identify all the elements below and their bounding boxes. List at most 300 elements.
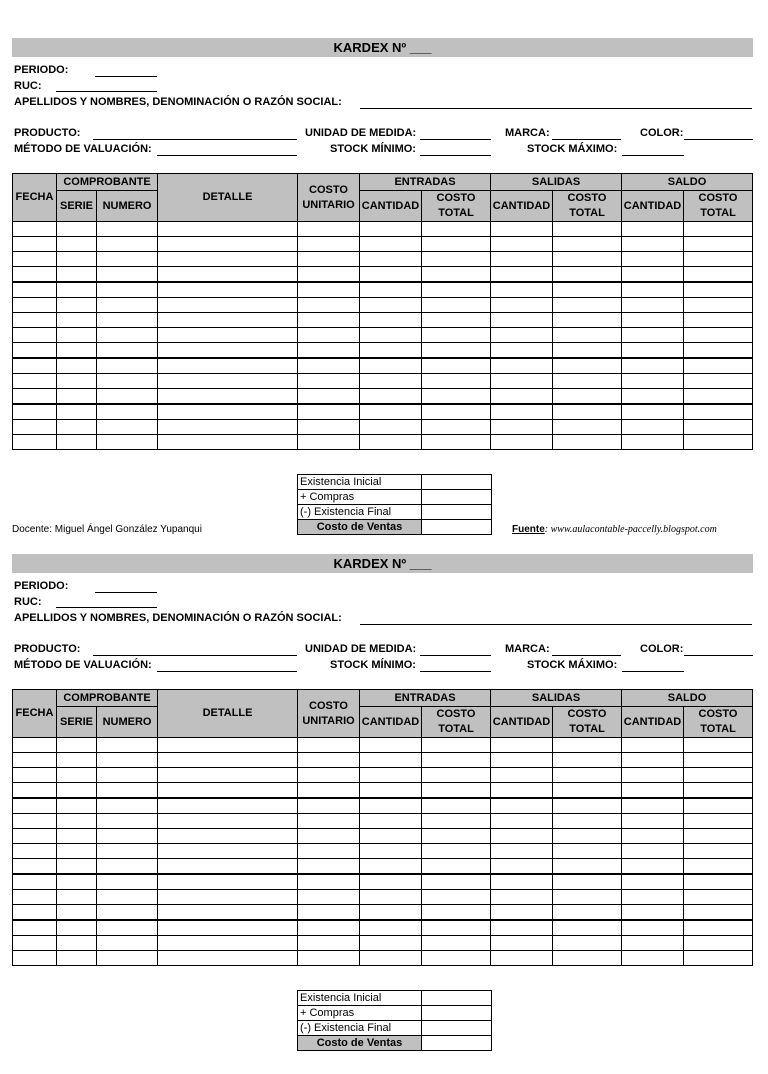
table-cell[interactable] (298, 920, 360, 936)
table-cell[interactable] (13, 783, 57, 799)
table-cell[interactable] (57, 404, 97, 420)
table-cell[interactable] (491, 267, 553, 283)
table-cell[interactable] (158, 420, 298, 435)
table-cell[interactable] (684, 237, 753, 252)
table-cell[interactable] (158, 374, 298, 389)
table-cell[interactable] (158, 783, 298, 799)
table-cell[interactable] (553, 738, 622, 753)
table-cell[interactable] (360, 267, 422, 283)
existencia-inicial-cell[interactable] (422, 475, 492, 490)
table-cell[interactable] (158, 814, 298, 829)
stock-minimo-field[interactable] (420, 671, 491, 672)
table-cell[interactable] (57, 358, 97, 374)
table-cell[interactable] (360, 936, 422, 951)
table-cell[interactable] (422, 282, 491, 298)
table-cell[interactable] (422, 374, 491, 389)
table-cell[interactable] (97, 420, 158, 435)
table-cell[interactable] (422, 237, 491, 252)
table-cell[interactable] (622, 768, 684, 783)
table-cell[interactable] (360, 859, 422, 875)
table-cell[interactable] (158, 298, 298, 313)
table-cell[interactable] (491, 768, 553, 783)
table-cell[interactable] (57, 267, 97, 283)
table-cell[interactable] (422, 404, 491, 420)
table-cell[interactable] (553, 936, 622, 951)
table-cell[interactable] (57, 874, 97, 890)
table-cell[interactable] (97, 814, 158, 829)
table-cell[interactable] (158, 829, 298, 844)
unidad-medida-field[interactable] (420, 655, 491, 656)
table-cell[interactable] (13, 951, 57, 966)
table-cell[interactable] (491, 420, 553, 435)
table-cell[interactable] (298, 783, 360, 799)
table-cell[interactable] (57, 222, 97, 237)
table-cell[interactable] (553, 282, 622, 298)
table-cell[interactable] (57, 768, 97, 783)
table-cell[interactable] (360, 404, 422, 420)
table-cell[interactable] (57, 936, 97, 951)
table-cell[interactable] (97, 222, 158, 237)
table-cell[interactable] (158, 313, 298, 328)
table-cell[interactable] (13, 282, 57, 298)
table-cell[interactable] (422, 753, 491, 768)
table-cell[interactable] (360, 343, 422, 359)
table-cell[interactable] (298, 343, 360, 359)
table-cell[interactable] (13, 420, 57, 435)
table-cell[interactable] (684, 753, 753, 768)
table-cell[interactable] (97, 738, 158, 753)
table-cell[interactable] (298, 420, 360, 435)
table-cell[interactable] (360, 328, 422, 343)
table-cell[interactable] (298, 435, 360, 450)
table-cell[interactable] (13, 343, 57, 359)
table-cell[interactable] (97, 374, 158, 389)
table-cell[interactable] (97, 798, 158, 814)
table-cell[interactable] (684, 859, 753, 875)
periodo-field[interactable] (95, 76, 157, 77)
razon-social-field[interactable] (360, 108, 752, 109)
table-cell[interactable] (158, 890, 298, 905)
table-cell[interactable] (13, 798, 57, 814)
table-cell[interactable] (491, 951, 553, 966)
table-cell[interactable] (97, 389, 158, 405)
table-cell[interactable] (622, 435, 684, 450)
periodo-field[interactable] (95, 592, 157, 593)
table-cell[interactable] (553, 814, 622, 829)
table-cell[interactable] (57, 814, 97, 829)
table-cell[interactable] (298, 890, 360, 905)
table-cell[interactable] (491, 936, 553, 951)
table-cell[interactable] (57, 798, 97, 814)
table-cell[interactable] (97, 753, 158, 768)
table-cell[interactable] (422, 768, 491, 783)
table-cell[interactable] (158, 267, 298, 283)
table-cell[interactable] (13, 358, 57, 374)
table-cell[interactable] (158, 768, 298, 783)
table-cell[interactable] (422, 738, 491, 753)
table-cell[interactable] (298, 404, 360, 420)
table-cell[interactable] (57, 328, 97, 343)
table-cell[interactable] (684, 298, 753, 313)
table-cell[interactable] (298, 374, 360, 389)
table-cell[interactable] (684, 343, 753, 359)
table-cell[interactable] (158, 222, 298, 237)
table-cell[interactable] (97, 844, 158, 859)
table-cell[interactable] (57, 374, 97, 389)
table-cell[interactable] (553, 298, 622, 313)
table-cell[interactable] (491, 783, 553, 799)
table-cell[interactable] (553, 237, 622, 252)
table-cell[interactable] (684, 313, 753, 328)
table-cell[interactable] (491, 753, 553, 768)
table-cell[interactable] (158, 905, 298, 921)
table-cell[interactable] (622, 282, 684, 298)
table-cell[interactable] (13, 814, 57, 829)
table-cell[interactable] (553, 252, 622, 267)
table-cell[interactable] (422, 783, 491, 799)
table-cell[interactable] (298, 753, 360, 768)
table-cell[interactable] (57, 282, 97, 298)
table-cell[interactable] (491, 298, 553, 313)
table-cell[interactable] (298, 222, 360, 237)
table-cell[interactable] (13, 844, 57, 859)
table-cell[interactable] (553, 783, 622, 799)
table-cell[interactable] (553, 920, 622, 936)
table-cell[interactable] (13, 753, 57, 768)
table-cell[interactable] (298, 267, 360, 283)
table-cell[interactable] (491, 252, 553, 267)
table-cell[interactable] (553, 753, 622, 768)
table-cell[interactable] (298, 936, 360, 951)
table-cell[interactable] (422, 313, 491, 328)
table-cell[interactable] (158, 859, 298, 875)
table-cell[interactable] (422, 859, 491, 875)
table-cell[interactable] (553, 829, 622, 844)
table-cell[interactable] (491, 328, 553, 343)
table-cell[interactable] (553, 328, 622, 343)
table-cell[interactable] (622, 374, 684, 389)
marca-field[interactable] (552, 139, 621, 140)
table-cell[interactable] (13, 738, 57, 753)
table-cell[interactable] (13, 298, 57, 313)
table-cell[interactable] (360, 753, 422, 768)
table-cell[interactable] (684, 936, 753, 951)
table-cell[interactable] (553, 890, 622, 905)
table-cell[interactable] (622, 328, 684, 343)
table-cell[interactable] (622, 298, 684, 313)
table-cell[interactable] (491, 829, 553, 844)
table-cell[interactable] (422, 905, 491, 921)
table-cell[interactable] (97, 859, 158, 875)
table-cell[interactable] (684, 783, 753, 799)
table-cell[interactable] (13, 435, 57, 450)
table-cell[interactable] (298, 814, 360, 829)
table-cell[interactable] (13, 920, 57, 936)
table-cell[interactable] (13, 252, 57, 267)
table-cell[interactable] (684, 267, 753, 283)
table-cell[interactable] (491, 435, 553, 450)
table-cell[interactable] (622, 905, 684, 921)
table-cell[interactable] (553, 844, 622, 859)
table-cell[interactable] (553, 267, 622, 283)
table-cell[interactable] (684, 282, 753, 298)
table-cell[interactable] (491, 798, 553, 814)
table-cell[interactable] (422, 267, 491, 283)
table-cell[interactable] (553, 313, 622, 328)
table-cell[interactable] (57, 298, 97, 313)
table-cell[interactable] (622, 738, 684, 753)
table-cell[interactable] (684, 905, 753, 921)
table-cell[interactable] (422, 874, 491, 890)
table-cell[interactable] (57, 435, 97, 450)
stock-maximo-field[interactable] (622, 671, 684, 672)
table-cell[interactable] (97, 328, 158, 343)
table-cell[interactable] (360, 814, 422, 829)
metodo-valuacion-field[interactable] (157, 155, 297, 156)
table-cell[interactable] (422, 252, 491, 267)
table-cell[interactable] (360, 282, 422, 298)
table-cell[interactable] (97, 829, 158, 844)
table-cell[interactable] (622, 783, 684, 799)
existencia-inicial-cell[interactable] (422, 991, 492, 1006)
table-cell[interactable] (298, 874, 360, 890)
stock-minimo-field[interactable] (420, 155, 491, 156)
table-cell[interactable] (13, 905, 57, 921)
table-cell[interactable] (97, 874, 158, 890)
table-cell[interactable] (57, 738, 97, 753)
table-cell[interactable] (298, 298, 360, 313)
table-cell[interactable] (360, 844, 422, 859)
table-cell[interactable] (13, 859, 57, 875)
table-cell[interactable] (422, 389, 491, 405)
table-cell[interactable] (422, 298, 491, 313)
table-cell[interactable] (360, 374, 422, 389)
table-cell[interactable] (57, 905, 97, 921)
table-cell[interactable] (360, 222, 422, 237)
table-cell[interactable] (622, 237, 684, 252)
table-cell[interactable] (684, 358, 753, 374)
table-cell[interactable] (97, 313, 158, 328)
table-cell[interactable] (622, 252, 684, 267)
table-cell[interactable] (491, 874, 553, 890)
table-cell[interactable] (360, 905, 422, 921)
table-cell[interactable] (97, 936, 158, 951)
table-cell[interactable] (158, 343, 298, 359)
table-cell[interactable] (360, 783, 422, 799)
table-cell[interactable] (684, 768, 753, 783)
table-cell[interactable] (158, 282, 298, 298)
table-cell[interactable] (57, 783, 97, 799)
table-cell[interactable] (491, 920, 553, 936)
table-cell[interactable] (57, 252, 97, 267)
table-cell[interactable] (622, 798, 684, 814)
table-cell[interactable] (491, 738, 553, 753)
table-cell[interactable] (622, 890, 684, 905)
table-cell[interactable] (422, 920, 491, 936)
table-cell[interactable] (57, 859, 97, 875)
table-cell[interactable] (57, 313, 97, 328)
table-cell[interactable] (622, 358, 684, 374)
table-cell[interactable] (97, 358, 158, 374)
table-cell[interactable] (684, 404, 753, 420)
existencia-final-cell[interactable] (422, 1021, 492, 1036)
table-cell[interactable] (360, 768, 422, 783)
table-cell[interactable] (97, 298, 158, 313)
table-cell[interactable] (553, 859, 622, 875)
table-cell[interactable] (97, 905, 158, 921)
table-cell[interactable] (13, 222, 57, 237)
unidad-medida-field[interactable] (420, 139, 491, 140)
table-cell[interactable] (57, 420, 97, 435)
table-cell[interactable] (622, 389, 684, 405)
table-cell[interactable] (158, 936, 298, 951)
table-cell[interactable] (422, 222, 491, 237)
table-cell[interactable] (360, 951, 422, 966)
table-cell[interactable] (684, 814, 753, 829)
ruc-field[interactable] (56, 607, 157, 608)
table-cell[interactable] (13, 936, 57, 951)
table-cell[interactable] (553, 374, 622, 389)
costo-ventas-cell[interactable] (422, 520, 492, 535)
table-cell[interactable] (422, 358, 491, 374)
producto-field[interactable] (93, 655, 297, 656)
table-cell[interactable] (158, 844, 298, 859)
table-cell[interactable] (553, 798, 622, 814)
table-cell[interactable] (97, 267, 158, 283)
costo-ventas-cell[interactable] (422, 1036, 492, 1051)
table-cell[interactable] (360, 920, 422, 936)
table-cell[interactable] (491, 374, 553, 389)
table-cell[interactable] (13, 890, 57, 905)
table-cell[interactable] (97, 237, 158, 252)
table-cell[interactable] (622, 874, 684, 890)
table-cell[interactable] (553, 343, 622, 359)
table-cell[interactable] (158, 404, 298, 420)
table-cell[interactable] (553, 420, 622, 435)
table-cell[interactable] (298, 282, 360, 298)
table-cell[interactable] (158, 435, 298, 450)
table-cell[interactable] (491, 905, 553, 921)
razon-social-field[interactable] (360, 624, 752, 625)
table-cell[interactable] (360, 389, 422, 405)
table-cell[interactable] (684, 844, 753, 859)
table-cell[interactable] (57, 844, 97, 859)
table-cell[interactable] (360, 358, 422, 374)
table-cell[interactable] (622, 420, 684, 435)
table-cell[interactable] (684, 328, 753, 343)
table-cell[interactable] (491, 343, 553, 359)
table-cell[interactable] (360, 798, 422, 814)
table-cell[interactable] (491, 222, 553, 237)
table-cell[interactable] (622, 951, 684, 966)
table-cell[interactable] (298, 844, 360, 859)
table-cell[interactable] (360, 890, 422, 905)
table-cell[interactable] (622, 859, 684, 875)
table-cell[interactable] (13, 267, 57, 283)
table-cell[interactable] (684, 798, 753, 814)
table-cell[interactable] (622, 343, 684, 359)
table-cell[interactable] (622, 844, 684, 859)
table-cell[interactable] (491, 282, 553, 298)
table-cell[interactable] (622, 829, 684, 844)
table-cell[interactable] (13, 328, 57, 343)
table-cell[interactable] (684, 389, 753, 405)
table-cell[interactable] (422, 343, 491, 359)
table-cell[interactable] (553, 389, 622, 405)
table-cell[interactable] (553, 768, 622, 783)
table-cell[interactable] (491, 814, 553, 829)
table-cell[interactable] (158, 951, 298, 966)
existencia-final-cell[interactable] (422, 505, 492, 520)
table-cell[interactable] (97, 343, 158, 359)
table-cell[interactable] (57, 920, 97, 936)
table-cell[interactable] (422, 951, 491, 966)
table-cell[interactable] (158, 237, 298, 252)
table-cell[interactable] (684, 738, 753, 753)
table-cell[interactable] (553, 874, 622, 890)
table-cell[interactable] (298, 252, 360, 267)
table-cell[interactable] (553, 404, 622, 420)
table-cell[interactable] (298, 237, 360, 252)
table-cell[interactable] (57, 753, 97, 768)
table-cell[interactable] (422, 829, 491, 844)
table-cell[interactable] (422, 328, 491, 343)
table-cell[interactable] (684, 252, 753, 267)
table-cell[interactable] (422, 798, 491, 814)
table-cell[interactable] (360, 252, 422, 267)
table-cell[interactable] (298, 738, 360, 753)
table-cell[interactable] (622, 404, 684, 420)
table-cell[interactable] (13, 829, 57, 844)
table-cell[interactable] (158, 753, 298, 768)
table-cell[interactable] (298, 313, 360, 328)
table-cell[interactable] (97, 890, 158, 905)
table-cell[interactable] (57, 829, 97, 844)
table-cell[interactable] (360, 298, 422, 313)
compras-cell[interactable] (422, 490, 492, 505)
table-cell[interactable] (491, 237, 553, 252)
table-cell[interactable] (57, 389, 97, 405)
table-cell[interactable] (13, 768, 57, 783)
table-cell[interactable] (622, 267, 684, 283)
producto-field[interactable] (93, 139, 297, 140)
marca-field[interactable] (552, 655, 621, 656)
table-cell[interactable] (422, 890, 491, 905)
ruc-field[interactable] (56, 91, 157, 92)
table-cell[interactable] (491, 890, 553, 905)
table-cell[interactable] (622, 313, 684, 328)
table-cell[interactable] (360, 829, 422, 844)
table-cell[interactable] (57, 890, 97, 905)
table-cell[interactable] (684, 874, 753, 890)
table-cell[interactable] (13, 237, 57, 252)
stock-maximo-field[interactable] (622, 155, 684, 156)
color-field[interactable] (684, 139, 753, 140)
table-cell[interactable] (684, 890, 753, 905)
table-cell[interactable] (13, 389, 57, 405)
table-cell[interactable] (298, 951, 360, 966)
table-cell[interactable] (622, 753, 684, 768)
table-cell[interactable] (491, 358, 553, 374)
table-cell[interactable] (13, 404, 57, 420)
table-cell[interactable] (360, 874, 422, 890)
table-cell[interactable] (57, 237, 97, 252)
table-cell[interactable] (158, 389, 298, 405)
table-cell[interactable] (158, 798, 298, 814)
table-cell[interactable] (97, 920, 158, 936)
table-cell[interactable] (360, 738, 422, 753)
table-cell[interactable] (491, 859, 553, 875)
